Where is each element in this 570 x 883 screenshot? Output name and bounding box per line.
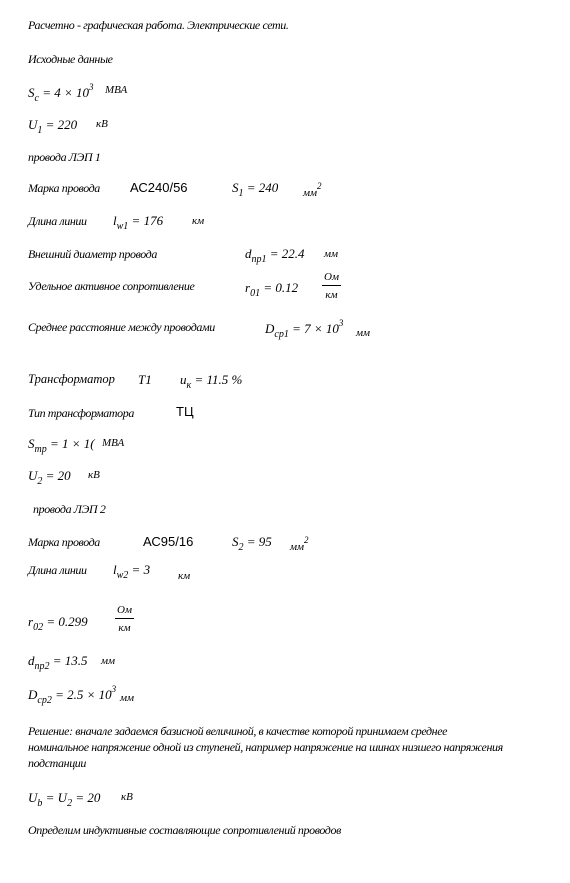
next-step-text: Определим индуктивные составляющие сопротивлений проводов <box>28 823 341 837</box>
formula-lw1: $l_{w1} = 176$ <box>113 213 164 232</box>
unit-lw2: км <box>178 570 191 582</box>
unit-ub: кВ <box>121 791 133 803</box>
formula-r02: $r_{02} = 0.299$ <box>28 614 88 633</box>
document-title: Расчетно - графическая работа. Электрические сети. <box>28 18 289 32</box>
line1-header: провода ЛЭП 1 <box>28 150 101 164</box>
formula-ub: $U_b = U_2 = 20$ <box>28 790 101 809</box>
unit-s2: $мм^2$ <box>290 535 309 553</box>
line1-wire-grade: АС240/56 <box>130 180 188 195</box>
formula-u1: $U_1 = 220$ <box>28 117 78 136</box>
unit-u2: кВ <box>88 469 100 481</box>
formula-dpr2: $d_{пр2} = 13.5$ <box>28 653 88 672</box>
formula-str: $S_{тр} = 1 \times 1$( <box>28 436 95 455</box>
formula-uk: $u_к = 11.5$ % <box>180 372 243 391</box>
unit-dpr1: мм <box>324 248 339 260</box>
solution-text-line-1: Решение: вначале задаемся базисной величиной, в качестве которой принимаем среднее <box>28 724 448 738</box>
line2-length-label: Длина линии <box>28 563 87 577</box>
formula-s-c: $S_c = 4 \times 10^3$ <box>28 82 94 104</box>
line1-length-label: Длина линии <box>28 214 87 228</box>
formula-dcp2: $D_{ср2} = 2.5 \times 10^3$ <box>28 684 117 706</box>
unit-s1: $мм^2$ <box>303 181 322 199</box>
fraction-r01-unit: Ом км <box>324 271 339 301</box>
formula-u2: $U_2 = 20$ <box>28 468 71 487</box>
unit-u1: кВ <box>96 118 108 130</box>
line1-distance-label: Среднее расстояние между проводами <box>28 320 215 334</box>
line1-wire-label: Марка провода <box>28 181 100 195</box>
formula-s1: $S_1 = 240$ <box>232 180 279 199</box>
formula-dcp1: $D_{ср1} = 7 \times 10^3$ <box>265 318 344 340</box>
transformer-label: Трансформатор <box>28 372 115 386</box>
fraction-r02-unit: Ом км <box>117 604 132 634</box>
line2-wire-grade: АС95/16 <box>143 534 194 549</box>
formula-lw2: $l_{w2} = 3$ <box>113 562 151 581</box>
unit-dpr2: мм <box>101 655 116 667</box>
formula-dpr1: $d_{пр1} = 22.4$ <box>245 246 305 265</box>
unit-s-c: МВА <box>105 84 128 96</box>
unit-lw1: км <box>192 215 205 227</box>
line1-diameter-label: Внешний диаметр провода <box>28 247 157 261</box>
transformer-type-label: Тип трансформатора <box>28 406 134 420</box>
formula-r01: $r_{01} = 0.12$ <box>245 280 299 299</box>
formula-s2: $S_2 = 95$ <box>232 534 272 553</box>
transformer-type-value: ТЦ <box>176 404 194 419</box>
unit-str: МВА <box>102 437 125 449</box>
transformer-name: Т1 <box>138 372 152 387</box>
line2-wire-label: Марка провода <box>28 535 100 549</box>
solution-text-line-3: подстанции <box>28 756 87 770</box>
solution-text-line-2: номинальное напряжение одной из ступеней, например напряжение на шинах низшего напряжения <box>28 740 503 754</box>
initial-data-label: Исходные данные <box>28 52 113 66</box>
line2-header: провода ЛЭП 2 <box>33 502 106 516</box>
unit-dcp2: мм <box>120 692 135 704</box>
line1-resistance-label: Удельное активное сопротивление <box>28 279 195 293</box>
unit-dcp1: мм <box>356 327 371 339</box>
